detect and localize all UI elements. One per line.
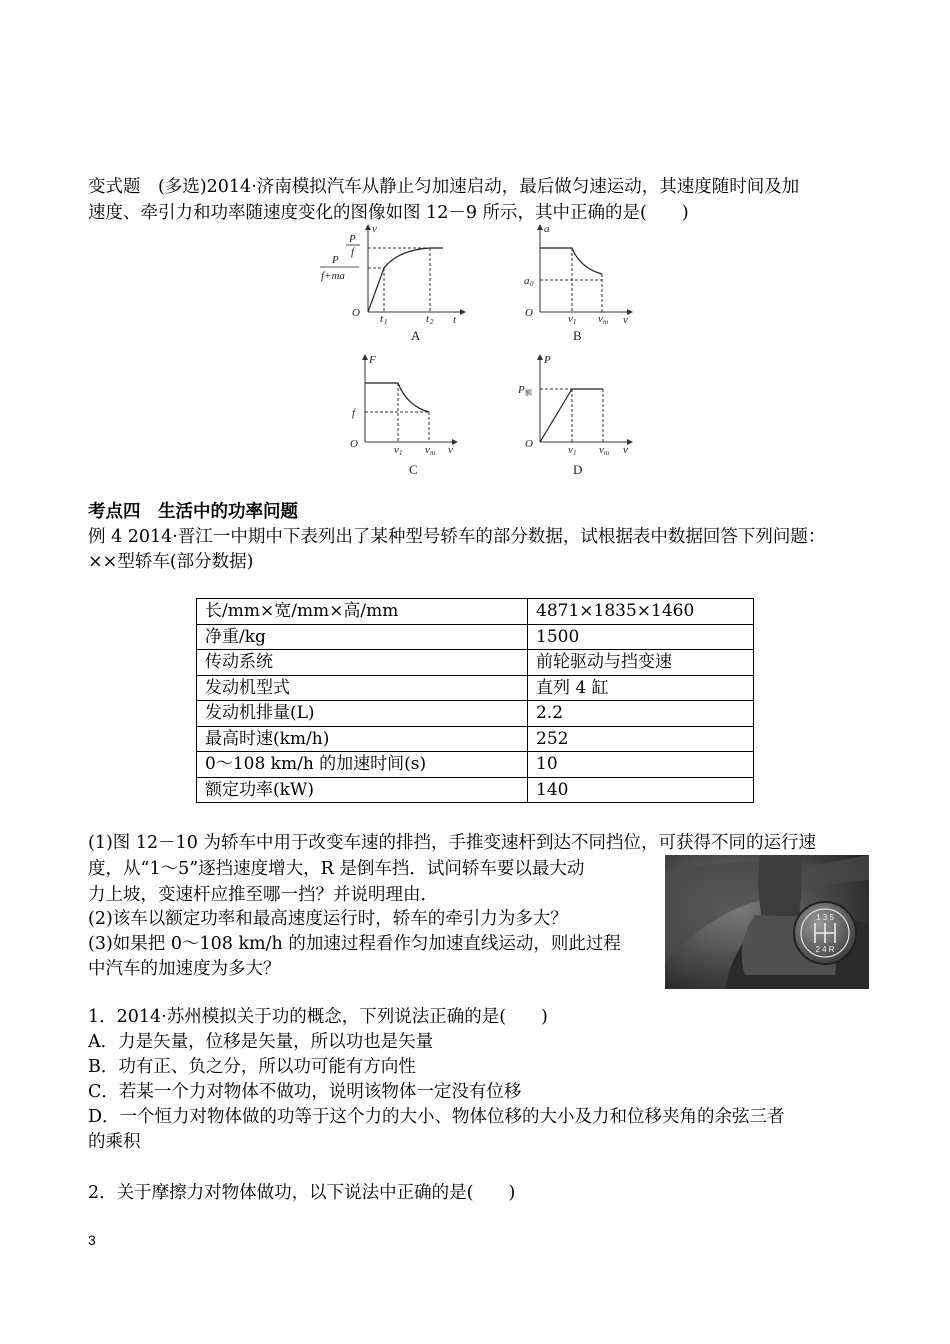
spec-value: 1500 — [528, 624, 754, 650]
svg-text:m: m — [603, 318, 609, 326]
graph-c-caption: C — [409, 462, 418, 477]
variant-question-line-1: 变式题 (多选)2014·济南模拟汽车从静止匀加速启动，最后做匀速运动，其速度随时间及加 — [88, 177, 800, 197]
mc1-option-d-line-1: D．一个恒力对物体做的功等于这个力的大小、物体位移的大小及力和位移夹角的余弦三者 — [88, 1107, 785, 1127]
page-number: 3 — [88, 1232, 96, 1248]
graph-a-t2: t — [426, 313, 430, 325]
svg-text:1: 1 — [384, 318, 388, 326]
graph-d-prated: P — [518, 384, 525, 396]
graph-d — [515, 352, 635, 480]
graph-a-pmid-num: P — [332, 254, 339, 266]
graph-c-vm: v — [425, 444, 430, 456]
graph-d-vm: v — [599, 444, 604, 456]
spec-key: 额定功率(kW) — [197, 777, 528, 803]
section-heading: 考点四 生活中的功率问题 — [88, 502, 298, 522]
spec-value: 10 — [528, 752, 754, 778]
spec-value: 前轮驱动与挡变速 — [528, 650, 754, 676]
graph-b-ylabel: a — [544, 223, 550, 235]
graph-b-v1: v — [568, 313, 573, 325]
spec-table — [196, 598, 754, 803]
gear-bottom-labels: 2 4 R — [815, 945, 835, 954]
mc1-option-b: B．功有正、负之分，所以功可能有方向性 — [88, 1057, 416, 1077]
spec-value: 直列 4 缸 — [528, 675, 754, 701]
mc1-option-c: C．若某一个力对物体不做功，说明该物体一定没有位移 — [88, 1082, 522, 1102]
example-4-line-1: 例 4 2014·晋江一中期中下表列出了某种型号轿车的部分数据，试根据表中数据回答下列问题： — [88, 527, 826, 547]
spec-key: 长/mm×宽/mm×高/mm — [197, 599, 528, 625]
spec-key: 发动机排量(L) — [197, 701, 528, 727]
graph-c-origin: O — [350, 438, 358, 450]
spec-key: 传动系统 — [197, 650, 528, 676]
spec-value: 4871×1835×1460 — [528, 599, 754, 625]
mc1-option-a: A．力是矢量，位移是矢量，所以功也是矢量 — [88, 1032, 434, 1052]
graph-a-ylabel: v — [372, 223, 377, 235]
graph-a-ptop-num: P — [349, 233, 356, 245]
spec-key: 发动机型式 — [197, 675, 528, 701]
graph-a-caption: A — [411, 328, 421, 343]
svg-text:额: 额 — [525, 389, 532, 397]
svg-text:m: m — [430, 449, 436, 457]
spec-value: 140 — [528, 777, 754, 803]
spec-row — [197, 599, 754, 625]
svg-text:0: 0 — [530, 280, 534, 288]
mc1-stem: 1．2014·苏州模拟关于功的概念，下列说法正确的是( ) — [88, 1007, 548, 1027]
graph-a-ptop-den: f — [351, 246, 355, 258]
graph-a — [318, 222, 468, 347]
spec-key: 最高时速(km/h) — [197, 726, 528, 752]
spec-row — [197, 624, 754, 650]
graph-c-v1: v — [394, 444, 399, 456]
svg-text:1: 1 — [573, 449, 577, 457]
question-2: (2)该车以额定功率和最高速度运行时，轿车的牵引力为多大？ — [88, 909, 568, 929]
graph-d-v1: v — [568, 444, 573, 456]
variant-question-line-2: 速度、牵引力和功率随速度变化的图像如图 12－9 所示，其中正确的是( ) — [88, 203, 689, 223]
graph-c-ylabel: F — [369, 354, 376, 366]
gear-top-labels: 1 3 5 — [816, 913, 834, 922]
graph-a-pmid-den: f+ma — [321, 270, 345, 282]
spec-row — [197, 701, 754, 727]
svg-text:2: 2 — [430, 318, 434, 326]
graph-b — [520, 222, 635, 347]
spec-row — [197, 726, 754, 752]
spec-key: 0～108 km/h 的加速时间(s) — [197, 752, 528, 778]
question-1-line-1: (1)图 12－10 为轿车中用于改变车速的排挡，手推变速杆到达不同挡位，可获得不同的运行速 — [88, 833, 816, 853]
graph-b-origin: O — [525, 307, 533, 319]
graph-b-vm: v — [598, 313, 603, 325]
spec-row — [197, 752, 754, 778]
graph-d-origin: O — [525, 438, 533, 450]
graph-a-origin: O — [352, 307, 360, 319]
question-3-line-2: 中汽车的加速度为多大？ — [88, 959, 281, 979]
graph-d-xlabel: v — [623, 444, 628, 456]
spec-row — [197, 777, 754, 803]
svg-text:m: m — [604, 449, 610, 457]
graph-c-xlabel: v — [448, 444, 453, 456]
graph-b-a0: a — [524, 275, 530, 287]
graph-c — [345, 352, 460, 480]
spec-row — [197, 675, 754, 701]
spec-value: 252 — [528, 726, 754, 752]
gear-shifter-photo — [665, 855, 869, 989]
graph-d-caption: D — [573, 462, 583, 477]
spec-row — [197, 650, 754, 676]
graph-b-xlabel: v — [623, 314, 628, 326]
svg-text:1: 1 — [573, 318, 577, 326]
spec-value: 2.2 — [528, 701, 754, 727]
graph-d-ylabel: P — [544, 354, 551, 366]
graph-a-xlabel: t — [453, 314, 457, 326]
spec-key: 净重/kg — [197, 624, 528, 650]
graph-b-caption: B — [573, 328, 582, 343]
question-3-line-1: (3)如果把 0～108 km/h 的加速过程看作匀加速直线运动，则此过程 — [88, 934, 621, 954]
mc1-option-d-line-2: 的乘积 — [88, 1132, 141, 1152]
svg-text:1: 1 — [399, 449, 403, 457]
question-1-line-2: 度，从“1～5”逐挡速度增大，R 是倒车挡．试问轿车要以最大动 — [88, 859, 585, 879]
graph-a-t1: t — [380, 313, 384, 325]
mc2-stem: 2．关于摩擦力对物体做功，以下说法中正确的是( ) — [88, 1183, 516, 1203]
question-1-line-3: 力上坡，变速杆应推至哪一挡？并说明理由． — [88, 885, 438, 905]
example-4-line-2: ××型轿车(部分数据) — [88, 552, 254, 572]
graph-c-f: f — [352, 407, 356, 419]
